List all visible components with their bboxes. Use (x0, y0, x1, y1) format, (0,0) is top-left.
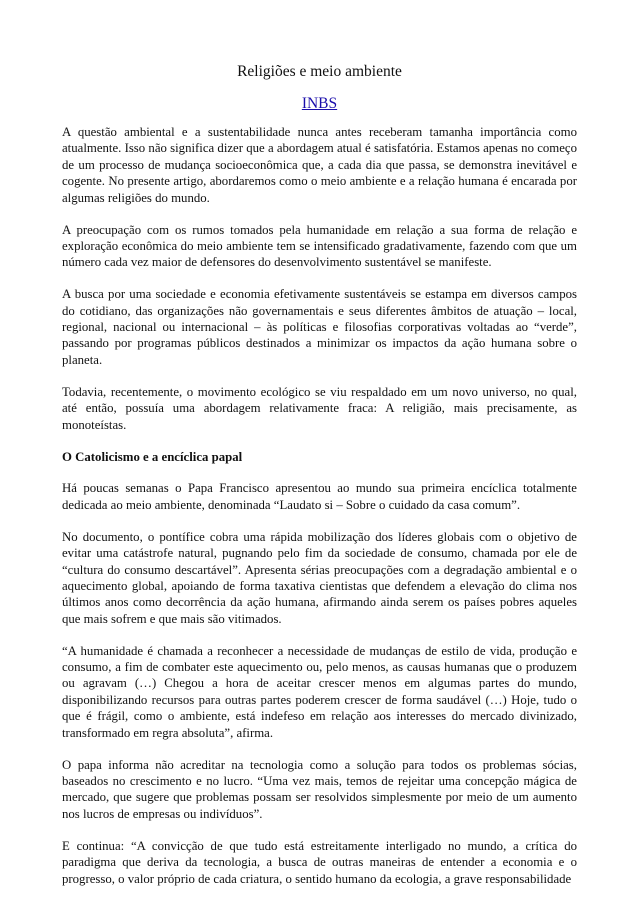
paragraph-intro-2: A preocupação com os rumos tomados pela humanidade em relação a sua forma de relação e exploração econômica do meio ambiente tem se intensificado gradativamente, fazendo com que um número cada vez maior de defensores do desenvolvimento sustentável se manifeste. (62, 222, 577, 270)
paragraph-intro-4: Todavia, recentemente, o movimento ecológico se viu respaldado em um novo universo, no qual, até então, possuía uma abordagem relativamente fraca: A religião, mais precisamente, as monoteístas. (62, 384, 577, 432)
page-title: Religiões e meio ambiente (237, 63, 402, 80)
paragraph-section-5: E continua: “A convicção de que tudo está estreitamente interligado no mundo, a crítica do paradigma que deriva da tecnologia, a busca de outras maneiras de entender a economia e o progresso, o valor próprio de cada criatura, o sentido humano da ecologia, a grave responsabilidade (62, 838, 577, 886)
source-line (62, 94, 577, 114)
paragraph-section-3: “A humanidade é chamada a reconhecer a necessidade de mudanças de estilo de vida, produção e consumo, a fim de combater este aquecimento ou, pelo menos, as causas humanas que o produzem ou agravam (…) Chegou a hora de aceitar crescer menos em algumas partes do mundo, disponibilizando recursos para outras partes poderem crescer de forma saudável (…) Hoje, tudo o que é frágil, como o ambiente, está indefeso em relação aos interesses do mercado divinizado, transformado em regra absoluta”, afirma. (62, 643, 577, 740)
source-link[interactable]: INBS (301, 95, 338, 112)
paragraph-section-2: No documento, o pontífice cobra uma rápida mobilização dos líderes globais com o objetivo de evitar uma catástrofe natural, pugnando pelo fim da sociedade de consumo, chamada por ele de “cultura do consumo descartável”. Apresenta sérias preocupações com a degradação ambiental e o aquecimento global, apoiando de forma taxativa cientistas que defendem a elevação do clima nos últimos anos como decorrência da ação humana, afirmando ainda serem os países pobres aqueles que mais sofrem e que mais são vitimados. (62, 529, 577, 626)
section-heading: O Catolicismo e a encíclica papal (62, 449, 243, 464)
paragraph-section-4: O papa informa não acreditar na tecnologia como a solução para todos os problemas sócias, baseados no crescimento e no lucro. “Uma vez mais, temos de rejeitar uma concepção mágica de mercado, que sugere que problemas possam ser resolvidos simplesmente por meio de um aumento nos lucros de empresas ou indivíduos”. (62, 757, 577, 821)
paragraph-section-1: Há poucas semanas o Papa Francisco apresentou ao mundo sua primeira encíclica totalmente dedicada ao meio ambiente, denominada “Laudato si – Sobre o cuidado da casa comum”. (62, 481, 577, 512)
paragraph-intro-3: A busca por uma sociedade e economia efetivamente sustentáveis se estampa em diversos campos do cotidiano, das organizações não governamentais e seus diferentes âmbitos de atuação – local, regional, nacional ou internacional – às políticas e filosofias corporativas voltadas ao “verde”, passando por programas públicos destinados a minimizar os impactos da ação humana sobre o planeta. (62, 287, 577, 367)
paragraph-intro-1: A questão ambiental e a sustentabilidade nunca antes receberam tamanha importância como atualmente. Isso não significa dizer que a abordagem atual é satisfatória. Estamos apenas no começo de um processo de mudança socioeconômica que, a cada dia que passa, se demonstra inevitável e cogente. No presente artigo, abordaremos como o meio ambiente e a relação humana é encarada por algumas religiões do mundo. (62, 125, 577, 205)
